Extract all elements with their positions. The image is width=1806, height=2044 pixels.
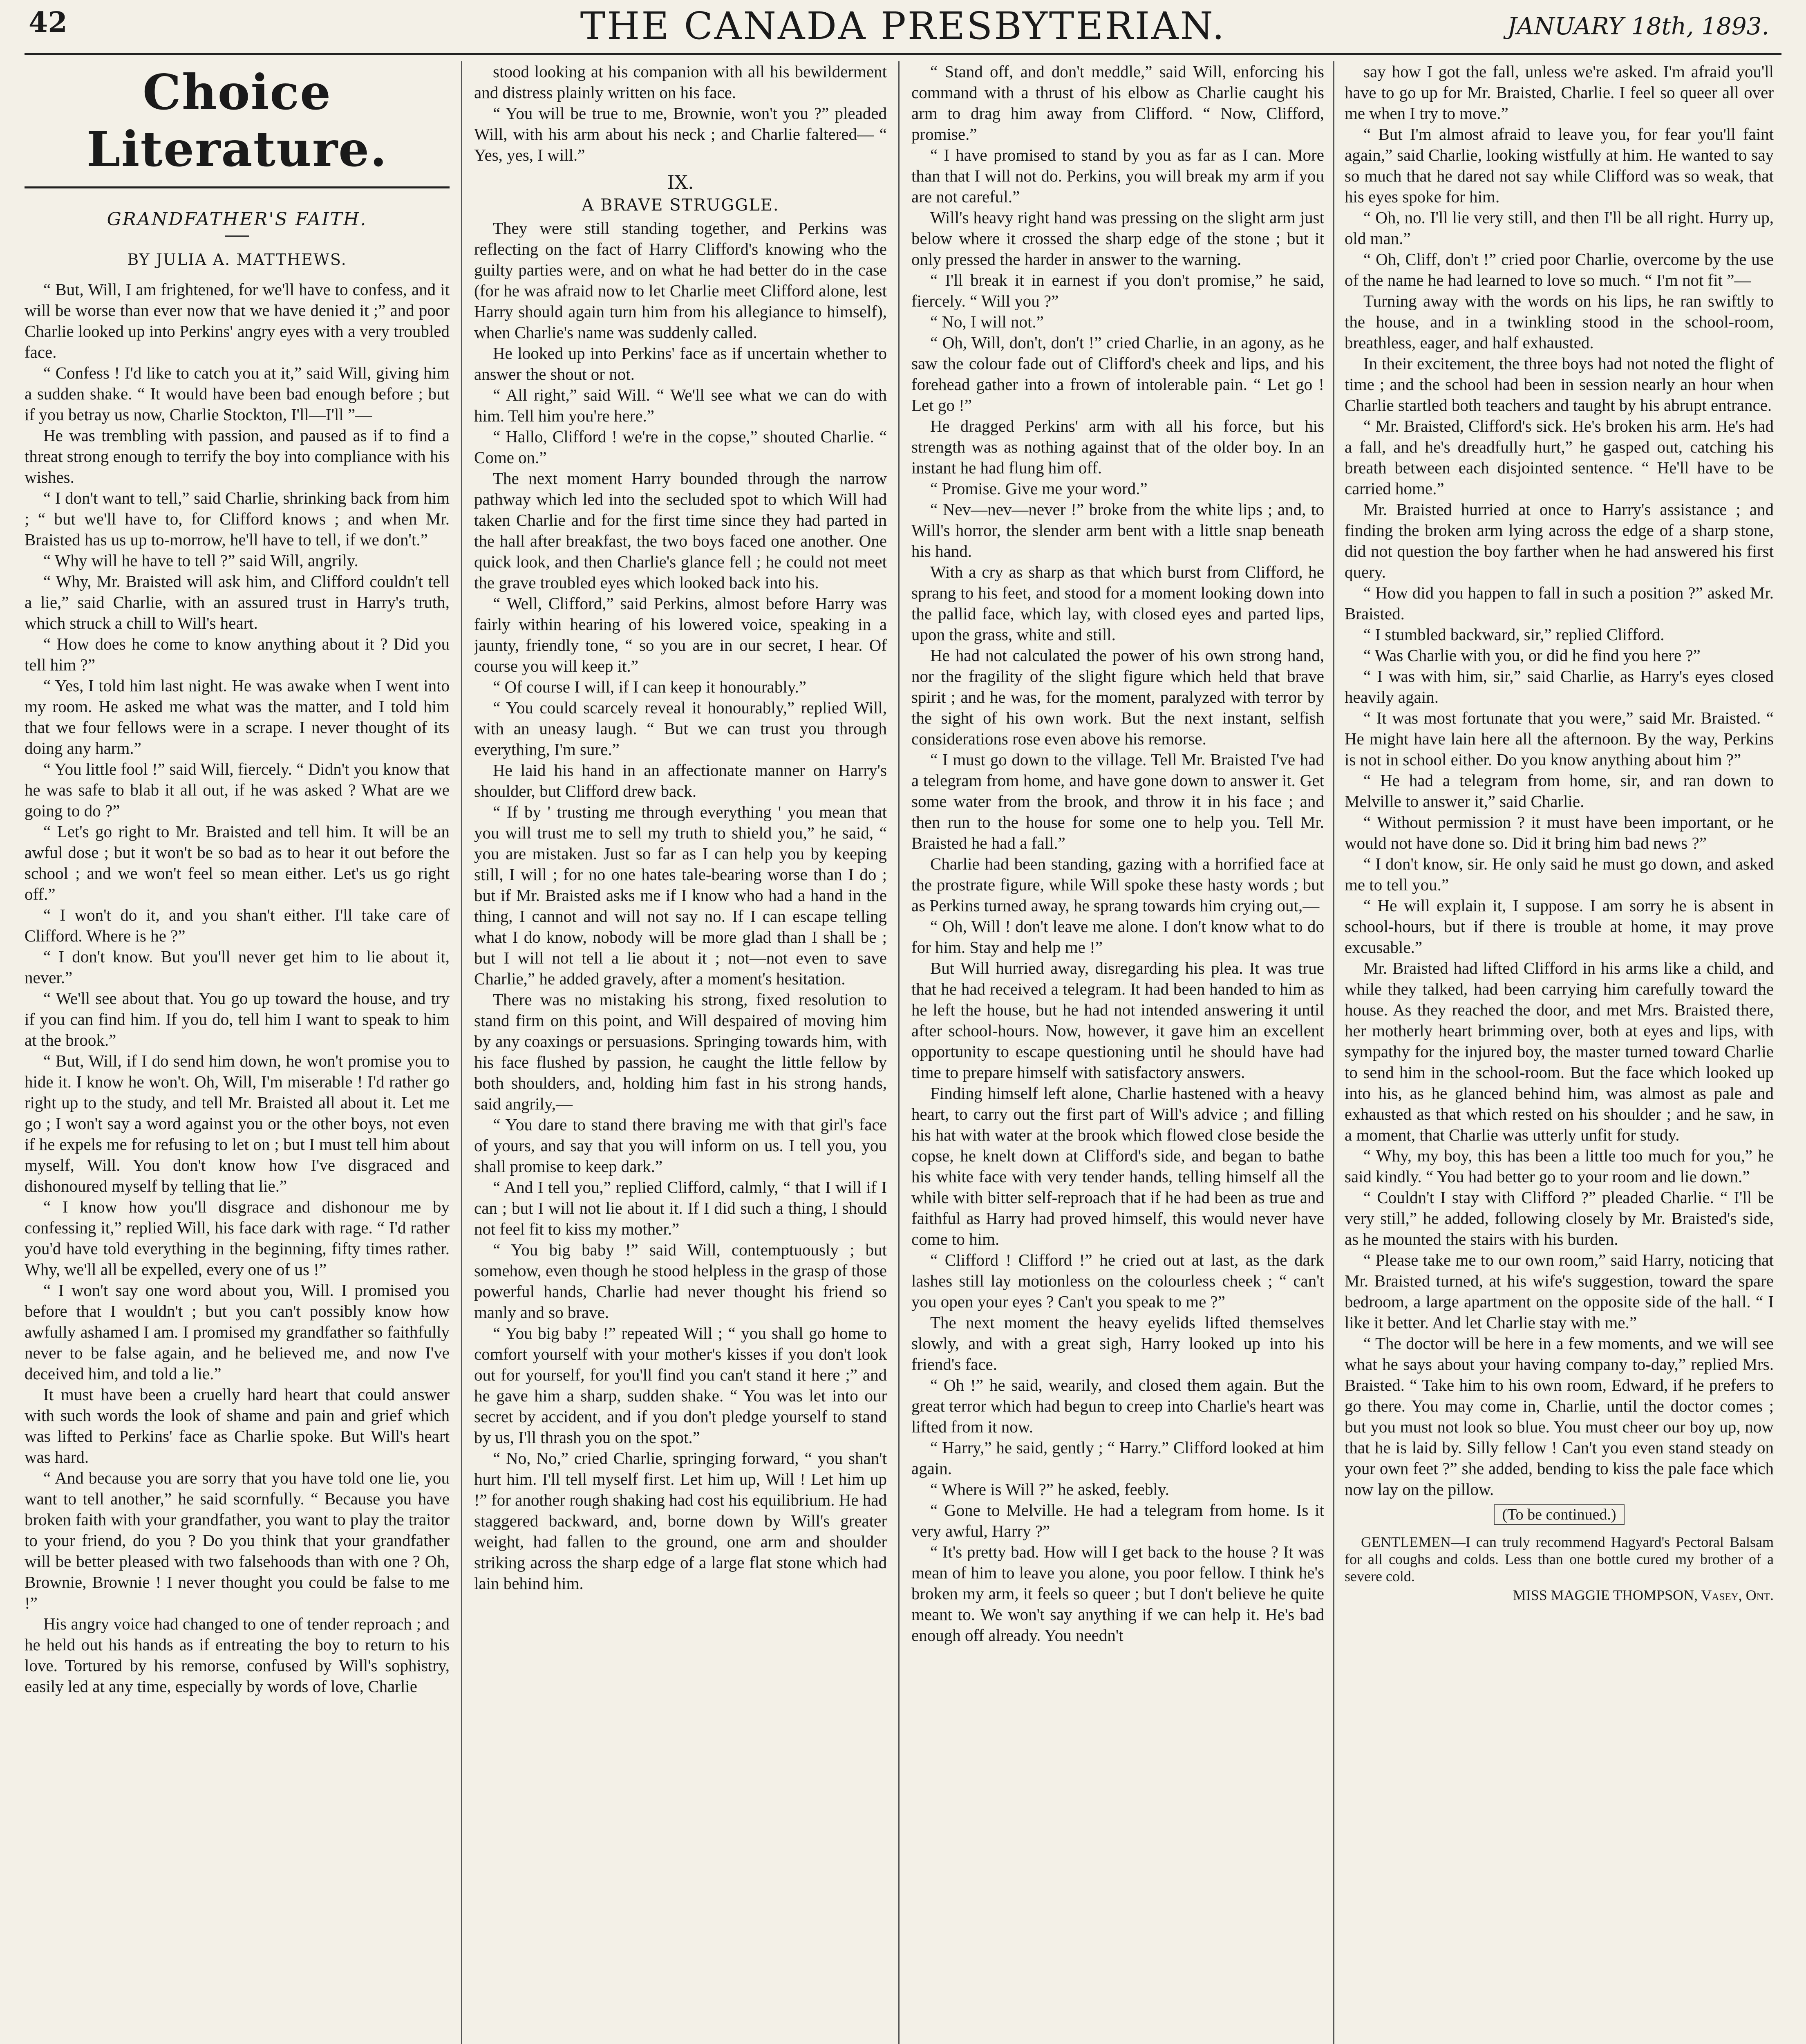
paragraph: “ Well, Clifford,” said Perkins, almost before Harry was fairly within hearing of his lowered voice, speaking in a jaunty, friendly tone, “ so you are in our secret, I hear. Of course you will keep it.” <box>474 594 887 675</box>
paragraph: say how I got the fall, unless we're asked. I'm afraid you'll have to go up for Mr. Braisted, Charlie. I feel so queer all over me when I try to move.” <box>1345 62 1774 123</box>
paragraph: “ But, Will, if I do send him down, he won't promise you to hide it. I know he won't. Oh, Will, I'm miserable ! I'd rather go right up to the study, and tell Mr. Braisted all about it. Let me go ; I won't say a word against you or the other boys, not even if he expels me for refusing to let on ; but I must tell him about myself, Will. You don't know how I've disgraced and dishonoured myself by telling that lie.” <box>25 1051 450 1195</box>
paragraph: “ Hallo, Clifford ! we're in the copse,” shouted Charlie. “ Come on.” <box>474 427 887 467</box>
paragraph: “ If by ' trusting me through everything ' you mean that you will trust me to sell my truth to shield you,” he said, “ you are mistaken. Just so far as I can help you by keeping still, I will ; for no one hates tale-bearing worse than I do ; but if Mr. Braisted asks me if I know who had a hand in the thing, I cannot and will not say no. If I can escape telling what I do know, nobody will be more glad than I shall be ; but I will not tell a lie about it ; not—not even to save Charlie,” he added gravely, after a moment's hesitation. <box>474 802 887 988</box>
masthead-rule <box>25 186 450 188</box>
paragraph: “ Mr. Braisted, Clifford's sick. He's broken his arm. He's had a fall, and he's dreadfully hurt,” he gasped out, catching his breath between each disjointed sentence. “ He'll have to be carried home.” <box>1345 417 1774 498</box>
paragraph: Turning away with the words on his lips, he ran swiftly to the house, and in a twinkling stood in the school-room, breathless, eager, and half exhausted. <box>1345 291 1774 352</box>
paragraph: stood looking at his companion with all his bewilderment and distress plainly written on his face. <box>474 62 887 102</box>
paragraph: “ I must go down to the village. Tell Mr. Braisted I've had a telegram from home, and have gone down to answer it. Get some water from the brook, and throw it in his face ; and then run to the house for some one to help you. Tell Mr. Braisted he had a fall.” <box>911 750 1324 852</box>
paragraph: “ Nev—nev—never !” broke from the white lips ; and, to Will's horror, the slender arm bent with a little snap beneath his hand. <box>911 500 1324 560</box>
paragraph: “ No, I will not.” <box>930 312 1044 331</box>
paragraph: Finding himself left alone, Charlie hastened with a heavy heart, to carry out the first part of Will's advice ; and filling his hat with water at the brook which flowed close beside the copse, he knelt down at Clifford's side, and began to bathe his white face with very tender hands, telling himself all the while with bitter self-reproach that if he had been as true and faithful as Harry had proved himself, this would never have come to him. <box>911 1084 1324 1248</box>
paragraph: “ I won't say one word about you, Will. I promised you before that I wouldn't ; but you can't possibly know how awfully ashamed I am. I promised my grandfather so faithfully never to be false again, and he believed me, and now I've deceived him, and told a lie.” <box>25 1281 450 1383</box>
paragraph: “ He will explain it, I suppose. I am sorry he is absent in school-hours, but if there is trouble at home, it may prove excusable.” <box>1345 896 1774 957</box>
column-2 <box>474 61 887 2044</box>
paragraph: They were still standing together, and Perkins was reflecting on the fact of Harry Clifford's knowing who the guilty parties were, and on what he had better do in the case (for he was afraid now to let Charlie meet Clifford alone, lest Harry should again turn him from his allegiance to himself), when Charlie's name was suddenly called. <box>474 219 887 342</box>
header-rule <box>25 53 1781 55</box>
section-masthead: Choice Literature. <box>86 64 388 177</box>
advertisement: GENTLEMEN—I can truly recommend Hagyard's Pectoral Balsam for all coughs and colds. Less than one bottle cured my brother of a severe cold. <box>1345 1534 1774 1585</box>
title-rule <box>225 235 249 237</box>
paragraph: “ How did you happen to fall in such a position ?” asked Mr. Braisted. <box>1345 583 1774 623</box>
paragraph: Mr. Braisted had lifted Clifford in his arms like a child, and while they talked, had been carrying him carefully toward the house. As they reached the door, and met Mrs. Braisted there, her motherly heart brimming over, both at eyes and lips, with sympathy for the injured boy, the master turned toward Charlie to send him in the school-room. But the face which looked up into his, as he glanced behind him, was almost as pale and exhausted as that which rested on his shoulder ; and he saw, in a moment, that Charlie was utterly unfit for study. <box>1345 959 1774 1144</box>
paragraph: “ Oh, Cliff, don't !” cried poor Charlie, overcome by the use of the name he had learned to love so much. “ I'm not fit ”— <box>1345 250 1774 289</box>
paragraph: “ I stumbled backward, sir,” replied Clifford. <box>1363 625 1665 644</box>
paragraph: “ It's pretty bad. How will I get back to the house ? It was mean of him to leave you alone, you poor fellow. I think he's broken my arm, it feels so queer ; but I don't believe he quite meant to. We won't say anything if we can help it. He's bad enough off already. You needn't <box>911 1542 1324 1645</box>
paragraph: “ I'll break it in earnest if you don't promise,” he said, fiercely. “ Will you ?” <box>911 271 1324 310</box>
paragraph: “ Why will he have to tell ?” said Will, angrily. <box>43 551 358 570</box>
paragraph: “ Promise. Give me your word.” <box>930 479 1148 498</box>
to-be-continued <box>1345 1506 1774 1524</box>
advertisement-signature: MISS MAGGIE THOMPSON, Vasey, Ont. <box>1513 1587 1774 1603</box>
column-1-text <box>25 279 450 1697</box>
paragraph: “ Let's go right to Mr. Braisted and tell him. It will be an awful dose ; but it won't be so bad as to hear it out before the school ; and we won't feel so mean either. Let's us go right off.” <box>25 822 450 903</box>
paragraph: “ The doctor will be here in a few moments, and we will see what he says about your having company to-day,” replied Mrs. Braisted. “ Take him to his own room, Edward, if he prefers to go there. You may come in, Charlie, until the doctor comes ; but you must not look so blue. You must cheer our boy up, now that he is laid by. Silly fellow ! Can't you even stand steady on your own feet ?” she added, bending to kiss the pale face which now lay on the pillow. <box>1345 1334 1774 1499</box>
paragraph: “ I know how you'll disgrace and dishonour me by confessing it,” replied Will, his face dark with rage. “ I'd rather you'd have told everything in the beginning, fifty times rather. Why, we'll all be expelled, every one of us !” <box>25 1197 450 1279</box>
paragraph: “ It was most fortunate that you were,” said Mr. Braisted. “ He might have lain here all the afternoon. By the way, Perkins is not in school either. Do you know anything about him ?” <box>1345 708 1774 769</box>
chapter-title: A BRAVE STRUGGLE. <box>582 196 779 215</box>
paragraph: With a cry as sharp as that which burst from Clifford, he sprang to his feet, and stood for a moment looking down into the pallid face, which lay, with closed eyes and parted lips, upon the grass, white and still. <box>911 563 1324 644</box>
column-3-text <box>911 61 1324 1646</box>
paragraph: “ How does he come to know anything about it ? Did you tell him ?” <box>25 634 450 674</box>
paragraph: “ You dare to stand there braving me with that girl's face of yours, and say that you will inform on us. I tell you, you shall promise to keep dark.” <box>474 1115 887 1176</box>
paragraph: “ You will be true to me, Brownie, won't you ?” pleaded Will, with his arm about his neck ; and Charlie faltered— “ Yes, yes, I will.” <box>474 104 887 164</box>
paragraph: “ I have promised to stand by you as far as I can. More than that I will not do. Perkins, you will break my arm if you are not careful.” <box>911 146 1324 206</box>
paragraph: “ You could scarcely reveal it honourably,” replied Will, with an uneasy laugh. “ But we can trust you through everything, I'm sure.” <box>474 698 887 759</box>
paragraph: “ All right,” said Will. “ We'll see what we can do with him. Tell him you're here.” <box>474 385 887 425</box>
paragraph: “ And because you are sorry that you have told one lie, you want to tell another,” he said scornfully. “ Because you have broken faith with your grandfather, you want to play the traitor to your friend, do you ? Do you think that your grandfather will be better pleased with two falsehoods than with one ? Oh, Brownie, Brownie ! I never thought you could be false to me !” <box>25 1468 450 1612</box>
paragraph: “ Why, my boy, this has been a little too much for you,” he said kindly. “ You had better go to your room and lie down.” <box>1345 1146 1774 1186</box>
paragraph: “ Oh, Will ! don't leave me alone. I don't know what to do for him. Stay and help me !” <box>911 917 1324 957</box>
paragraph: But Will hurried away, disregarding his plea. It was true that he had received a telegram. It had been handed to him as he left the house, but he had not intended answering it until after school-hours. Now, however, it gave him an excellent opportunity to escape questioning until he should have had time to prepare himself with satisfactory answers. <box>911 959 1324 1082</box>
column-3 <box>911 61 1324 2044</box>
column-1 <box>25 61 450 2044</box>
paragraph: “ Oh !” he said, wearily, and closed them again. But the great terror which had begun to creep into Charlie's heart was lifted from it now. <box>911 1376 1324 1436</box>
paragraph: “ But I'm almost afraid to leave you, for fear you'll faint again,” said Charlie, looking wistfully at him. He wanted to say so much that he dared not say while Clifford was so weak, that his eyes spoke for him. <box>1345 125 1774 206</box>
paragraph: The next moment Harry bounded through the narrow pathway which led into the secluded spot to which Will had taken Charlie and for the first time since they had parted in the hall after breakfast, the two boys faced one another. One quick look, and then Charlie's glance fell ; he could not meet the grave troubled eyes which looked back into his. <box>474 469 887 592</box>
paragraph: “ We'll see about that. You go up toward the house, and try if you can find him. If you do, tell him I want to speak to him at the brook.” <box>25 989 450 1049</box>
paragraph: “ I don't want to tell,” said Charlie, shrinking back from him ; “ but we'll have to, for Clifford knows ; and when Mr. Braisted has us up to-morrow, he'll have to tell, if we don't.” <box>25 489 450 549</box>
paragraph: “ Gone to Melville. He had a telegram from home. Is it very awful, Harry ?” <box>911 1501 1324 1540</box>
newspaper-title: THE CANADA PRESBYTERIAN. <box>580 4 1226 48</box>
paragraph: “ Please take me to our own room,” said Harry, noticing that Mr. Braisted turned, at his wife's suggestion, toward the spare bedroom, a large apartment on the opposite side of the hall. “ I like it better. And let Charlie stay with me.” <box>1345 1251 1774 1332</box>
paragraph: “ Oh, no. I'll lie very still, and then I'll be all right. Hurry up, old man.” <box>1345 208 1774 248</box>
paragraph: He was trembling with passion, and paused as if to find a threat strong enough to terrify the boy into compliance with his wishes. <box>25 426 450 486</box>
story-title: GRANDFATHER'S FAITH. <box>107 209 367 230</box>
paragraph: He had not calculated the power of his own strong hand, nor the fragility of the slight figure which held that brave spirit ; and he was, for the moment, paralyzed with terror by the sight of his own work. But the next instant, selfish considerations rose even above his remorse. <box>911 646 1324 748</box>
paragraph: He dragged Perkins' arm with all his force, but his strength was as nothing against that of the older boy. In an instant he had flung him off. <box>911 417 1324 477</box>
page-number: 42 <box>29 6 67 39</box>
paragraph: “ He had a telegram from home, sir, and ran down to Melville to answer it,” said Charlie. <box>1345 771 1774 811</box>
paragraph: “ But, Will, I am frightened, for we'll have to confess, and it will be worse than ever now that we have denied it ;” and poor Charlie looked up into Perkins' angry eyes with a very troubled face. <box>25 280 450 361</box>
column-4-text <box>1345 61 1774 1500</box>
paragraph: Will's heavy right hand was pressing on the slight arm just below where it crossed the sharp edge of the stone ; but it only pressed the harder in answer to the warning. <box>911 208 1324 269</box>
paragraph: Mr. Braisted hurried at once to Harry's assistance ; and finding the broken arm lying across the edge of a sharp stone, did not question the boy farther when he had answered his first query. <box>1345 500 1774 581</box>
paragraph: “ You little fool !” said Will, fiercely. “ Didn't you know that he was safe to blab it all out, if he was asked ? What are we going to do ?” <box>25 760 450 820</box>
column-4 <box>1345 61 1774 2044</box>
paragraph: “ Clifford ! Clifford !” he cried out at last, as the dark lashes still lay motionless on the colourless cheek ; “ can't you open your eyes ? Can't you speak to me ?” <box>911 1251 1324 1311</box>
paragraph: “ I don't know, sir. He only said he must go down, and asked me to tell you.” <box>1345 854 1774 894</box>
paragraph: “ Of course I will, if I can keep it honourably.” <box>493 677 806 696</box>
paragraph: “ Harry,” he said, gently ; “ Harry.” Clifford looked at him again. <box>911 1438 1324 1478</box>
paragraph: The next moment the heavy eyelids lifted themselves slowly, and with a great sigh, Harry looked up into his friend's face. <box>911 1313 1324 1374</box>
paragraph: “ Yes, I told him last night. He was awake when I went into my room. He asked me what was the matter, and I told him that we four fellows were in a scrape. I never thought of its doing any harm.” <box>25 676 450 758</box>
paragraph: “ I won't do it, and you shan't either. I'll take care of Clifford. Where is he ?” <box>25 905 450 945</box>
paragraph: “ Confess ! I'd like to catch you at it,” said Will, giving him a sudden shake. “ It would have been bad enough before ; but if you betray us now, Charlie Stockton, I'll—I'll ”— <box>25 363 450 424</box>
paragraph: “ I don't know. But you'll never get him to lie about it, never.” <box>25 947 450 987</box>
paragraph: He laid his hand in an affectionate manner on Harry's shoulder, but Clifford drew back. <box>474 761 887 800</box>
to-be-continued-label: (To be continued.) <box>1494 1504 1624 1525</box>
paragraph: “ Why, Mr. Braisted will ask him, and Clifford couldn't tell a lie,” said Charlie, with an assured trust in Harry's truth, which struck a chill to Will's heart. <box>25 572 450 632</box>
byline: BY JULIA A. MATTHEWS. <box>127 251 347 269</box>
paragraph: It must have been a cruelly hard heart that could answer with such words the look of shame and pain and grief which was lifted to Perkins' face as Charlie spoke. But Will's heart was hard. <box>25 1385 450 1466</box>
column-2-text <box>474 218 887 1594</box>
paragraph: “ No, No,” cried Charlie, springing forward, “ you shan't hurt him. I'll tell myself first. Let him up, Will ! Let him up !” for another rough shaking had cost his equilibrium. He had staggered backward, and, borne down by Will's greater weight, had fallen to the ground, one arm and shoulder striking across the sharp edge of a large flat stone which had lain behind him. <box>474 1449 887 1593</box>
paragraph: “ I was with him, sir,” said Charlie, as Harry's eyes closed heavily again. <box>1345 667 1774 706</box>
paragraph: Charlie had been standing, gazing with a horrified face at the prostrate figure, while Will spoke these hasty words ; but as Perkins turned away, he sprang towards him crying out,— <box>911 854 1324 915</box>
paragraph: “ You big baby !” said Will, contemptuously ; but somehow, even though he stood helpless in the grasp of those powerful hands, Charlie had never thought his friend so manly and so brave. <box>474 1240 887 1322</box>
paragraph: “ Oh, Will, don't, don't !” cried Charlie, in an agony, as he saw the colour fade out of Clifford's cheek and lips, and his forehead gather into a frown of intolerable pain. “ Let go ! Let go !” <box>911 333 1324 415</box>
column-divider <box>1333 61 1334 2044</box>
chapter-number: IX. <box>667 171 694 193</box>
paragraph: “ Stand off, and don't meddle,” said Will, enforcing his command with a thrust of his elbow as Charlie caught his arm to drag him away from Clifford. “ Now, Clifford, promise.” <box>911 62 1324 143</box>
paragraph: “ Where is Will ?” he asked, feebly. <box>930 1480 1170 1499</box>
paragraph: “ Was Charlie with you, or did he find you here ?” <box>1363 646 1701 665</box>
paragraph: He looked up into Perkins' face as if uncertain whether to answer the shout or not. <box>474 344 887 383</box>
column-2-text-top <box>474 61 887 166</box>
paragraph: “ Without permission ? it must have been important, or he would not have done so. Did it bring him bad news ?” <box>1345 813 1774 852</box>
column-divider <box>461 61 462 2044</box>
paragraph: His angry voice had changed to one of tender reproach ; and he held out his hands as if entreating the boy to return to his love. Tortured by his remorse, confused by Will's sophistry, easily led at any time, especially by words of love, Charlie <box>25 1614 450 1696</box>
paragraph: There was no mistaking his strong, fixed resolution to stand firm on this point, and Will despaired of moving him by any coaxings or persuasions. Springing towards him, with his face flushed by passion, he caught the little fellow by both shoulders, and, holding him fast in his strong hands, said angrily,— <box>474 990 887 1113</box>
paragraph: “ You big baby !” repeated Will ; “ you shall go home to comfort yourself with your mother's kisses if you don't look out for yourself, for you'll find you can't stand it here ;” and he gave him a sharp, sudden shake. “ You was let into our secret by accident, and if you don't pledge yourself to stand by us, I'll thrash you on the spot.” <box>474 1324 887 1447</box>
paragraph: In their excitement, the three boys had not noted the flight of time ; and the school had been in session nearly an hour when Charlie startled both teachers and taught by his abrupt entrance. <box>1345 354 1774 415</box>
column-divider <box>898 61 900 2044</box>
issue-date: JANUARY 18th, 1893. <box>1507 12 1769 40</box>
paragraph: “ Couldn't I stay with Clifford ?” pleaded Charlie. “ I'll be very still,” he added, following closely by Mr. Braisted's side, as he mounted the stairs with his burden. <box>1345 1188 1774 1248</box>
paragraph: “ And I tell you,” replied Clifford, calmly, “ that I will if I can ; but I will not lie about it. If I did such a thing, I should not feel fit to kiss my mother.” <box>474 1178 887 1238</box>
